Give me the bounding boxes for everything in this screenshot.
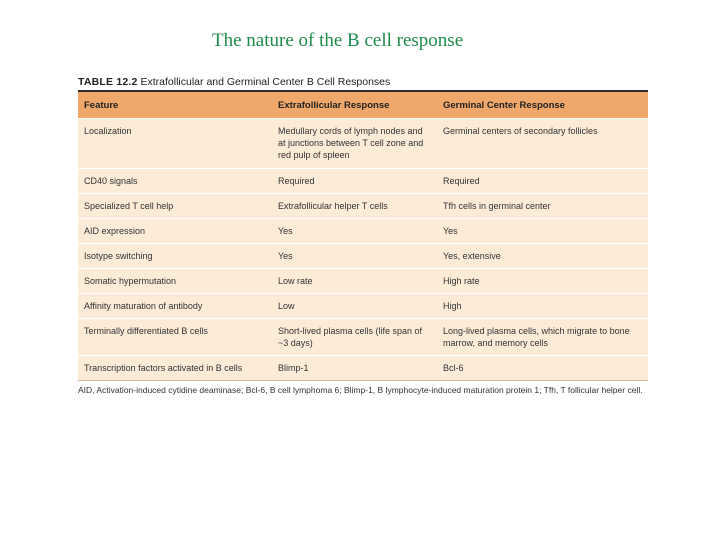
header-germinal-center: Germinal Center Response (437, 92, 648, 119)
table-figure (78, 74, 648, 396)
table-row (78, 294, 648, 319)
table-row (78, 269, 648, 294)
row-germinal-center: Long-lived plasma cells, which migrate to bone marrow, and memory cells (437, 319, 648, 356)
row-extrafollicular: Yes (272, 244, 437, 269)
row-extrafollicular: Required (272, 169, 437, 194)
row-extrafollicular: Yes (272, 219, 437, 244)
table-title: Extrafollicular and Germinal Center B Cell Responses (140, 76, 391, 88)
row-feature: Isotype switching (78, 244, 272, 269)
row-feature: Transcription factors activated in B cells (78, 356, 272, 381)
table-number: TABLE 12.2 (78, 76, 138, 88)
row-extrafollicular: Low rate (272, 269, 437, 294)
row-feature: Affinity maturation of antibody (78, 294, 272, 319)
row-feature: Specialized T cell help (78, 194, 272, 219)
row-germinal-center: High rate (437, 269, 648, 294)
row-extrafollicular: Short-lived plasma cells (life span of ~3 days) (272, 319, 437, 356)
row-germinal-center: Yes (437, 219, 648, 244)
table-caption (78, 74, 648, 92)
row-germinal-center: High (437, 294, 648, 319)
row-extrafollicular: Medullary cords of lymph nodes and at junctions between T cell zone and red pulp of spleen (272, 119, 437, 169)
table-row (78, 244, 648, 269)
row-feature: Somatic hypermutation (78, 269, 272, 294)
row-germinal-center: Germinal centers of secondary follicles (437, 119, 648, 169)
table-row (78, 194, 648, 219)
row-extrafollicular: Low (272, 294, 437, 319)
table-footnote: AID, Activation-induced cytidine deaminase; Bcl-6, B cell lymphoma 6; Blimp-1, B lymphocyte-induced maturation protein 1; Tfh, T follicular helper cell. (78, 385, 643, 395)
row-germinal-center: Yes, extensive (437, 244, 648, 269)
table-row (78, 119, 648, 169)
comparison-table (78, 92, 648, 381)
header-feature: Feature (78, 92, 272, 119)
row-extrafollicular: Blimp-1 (272, 356, 437, 381)
row-feature: Localization (78, 119, 272, 169)
table-header-row (78, 92, 648, 119)
table-row (78, 356, 648, 381)
row-extrafollicular: Extrafollicular helper T cells (272, 194, 437, 219)
table-row (78, 319, 648, 356)
table-row (78, 169, 648, 194)
row-germinal-center: Tfh cells in germinal center (437, 194, 648, 219)
slide-title: The nature of the B cell response (212, 30, 464, 51)
row-feature: Terminally differentiated B cells (78, 319, 272, 356)
header-extrafollicular: Extrafollicular Response (272, 92, 437, 119)
table-row (78, 219, 648, 244)
row-germinal-center: Bcl-6 (437, 356, 648, 381)
row-germinal-center: Required (437, 169, 648, 194)
row-feature: CD40 signals (78, 169, 272, 194)
row-feature: AID expression (78, 219, 272, 244)
